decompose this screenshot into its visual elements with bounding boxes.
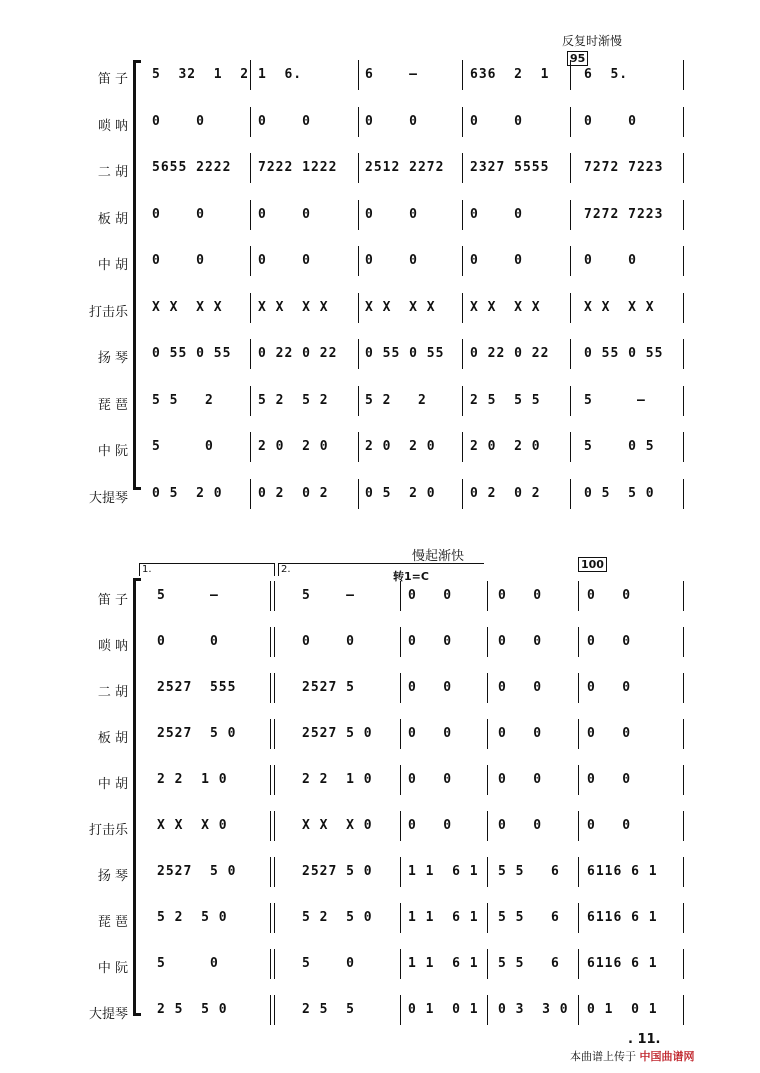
barline xyxy=(570,339,571,369)
barline xyxy=(400,673,401,703)
barline xyxy=(274,719,275,749)
measure-notation: 0 0 xyxy=(408,818,453,833)
barline xyxy=(274,811,275,841)
measure-notation: 0 0 xyxy=(157,634,219,649)
barline xyxy=(683,995,684,1025)
measure-notation: 2 5 5 0 xyxy=(157,1002,228,1017)
barline xyxy=(250,386,251,416)
instrument-label: 中 胡 xyxy=(97,258,128,273)
measure-notation: 5 0 5 xyxy=(584,439,655,454)
barline xyxy=(270,627,271,657)
measure-notation: 6116 6 1 xyxy=(587,956,658,971)
barline xyxy=(487,949,488,979)
barline xyxy=(400,581,401,611)
measure-notation: 0 3 3 0 xyxy=(498,1002,569,1017)
barline xyxy=(578,581,579,611)
barline xyxy=(683,339,684,369)
site-logo: 中国曲谱网 xyxy=(639,1050,695,1063)
barline xyxy=(274,627,275,657)
score-system-1 xyxy=(0,55,760,506)
measure-notation: X X X X xyxy=(258,299,329,315)
barline xyxy=(358,200,359,230)
barline xyxy=(274,903,275,933)
system-brace xyxy=(133,60,140,490)
barline xyxy=(462,246,463,276)
measure-notation: 0 0 xyxy=(587,818,632,833)
measure-notation: 0 0 xyxy=(302,634,355,649)
barline xyxy=(487,857,488,887)
volta-1-bracket xyxy=(139,563,275,576)
barline xyxy=(250,60,251,90)
barline xyxy=(683,627,684,657)
barline xyxy=(683,949,684,979)
barline xyxy=(270,857,271,887)
measure-notation: 2527 5 xyxy=(302,680,355,695)
barline xyxy=(358,479,359,509)
barline xyxy=(683,903,684,933)
barline xyxy=(578,949,579,979)
measure-notation: 2527 5 0 xyxy=(302,726,373,741)
barline xyxy=(358,107,359,137)
measure-notation: 0 0 xyxy=(152,206,205,222)
instrument-label: 琵 琶 xyxy=(97,915,128,930)
measure-notation: 0 5 5 0 xyxy=(584,485,655,501)
measure-notation: 0 22 0 22 xyxy=(258,346,338,361)
measure-notation: 5 0 xyxy=(157,956,219,971)
key-change-label: 转1=C xyxy=(393,570,429,583)
barline xyxy=(358,293,359,323)
measure-notation: 2527 555 xyxy=(157,680,237,695)
measure-notation: 5 2 5 0 xyxy=(157,910,228,925)
barline xyxy=(462,479,463,509)
barline xyxy=(270,811,271,841)
barline xyxy=(250,293,251,323)
barline xyxy=(570,107,571,137)
barline xyxy=(400,719,401,749)
measure-notation: 0 0 xyxy=(408,680,453,695)
barline xyxy=(462,432,463,462)
barline xyxy=(578,627,579,657)
barline xyxy=(400,857,401,887)
barline xyxy=(683,293,684,323)
measure-notation: 0 5 2 0 xyxy=(152,485,223,501)
measure-notation: 5 – xyxy=(157,588,219,603)
measure-notation: 0 22 0 22 xyxy=(470,346,550,361)
instrument-label: 中 胡 xyxy=(97,777,128,792)
barline xyxy=(274,673,275,703)
measure-notation: 5 5 6 xyxy=(498,864,560,879)
barline xyxy=(578,765,579,795)
barline xyxy=(400,627,401,657)
barline xyxy=(462,386,463,416)
barline xyxy=(462,107,463,137)
measure-notation: 1 1 6 1 xyxy=(408,864,479,879)
measure-notation: 5 – xyxy=(302,588,355,603)
measure-notation: X X X X xyxy=(584,299,655,315)
measure-notation: 0 0 xyxy=(587,726,632,741)
measure-notation: 0 0 xyxy=(152,113,205,129)
barline xyxy=(270,903,271,933)
barline xyxy=(274,765,275,795)
barline xyxy=(487,673,488,703)
measure-notation: 0 0 xyxy=(365,113,418,129)
instrument-label: 琵 琶 xyxy=(97,397,128,413)
measure-notation: 0 2 0 2 xyxy=(258,485,329,501)
measure-notation: 2527 5 0 xyxy=(157,726,237,741)
barline xyxy=(683,246,684,276)
barline xyxy=(683,432,684,462)
measure-notation: 6 5. xyxy=(584,67,629,82)
instrument-label: 二 胡 xyxy=(97,685,128,700)
barline xyxy=(358,432,359,462)
barline xyxy=(274,995,275,1025)
measure-notation: 5 0 xyxy=(302,956,355,971)
measure-notation: 0 0 xyxy=(408,726,453,741)
measure-notation: 0 0 xyxy=(470,206,523,222)
measure-notation: 2 5 5 xyxy=(302,1002,355,1017)
measure-notation: 0 0 xyxy=(470,113,523,129)
measure-notation: 0 0 xyxy=(365,253,418,268)
measure-notation: 0 0 xyxy=(258,253,311,268)
measure-notation: 5 32 1 2 xyxy=(152,67,250,82)
barline xyxy=(270,765,271,795)
measure-notation: X X X 0 xyxy=(302,818,373,833)
measure-notation: 0 0 xyxy=(498,726,543,741)
barline xyxy=(487,719,488,749)
measure-notation: 2527 5 0 xyxy=(157,864,237,879)
measure-notation: 0 0 xyxy=(498,680,543,695)
measure-notation: 0 1 0 1 xyxy=(408,1002,479,1017)
barline xyxy=(400,903,401,933)
measure-notation: 0 0 xyxy=(365,206,418,222)
instrument-label: 笛 子 xyxy=(97,72,128,87)
barline xyxy=(578,995,579,1025)
barline xyxy=(487,903,488,933)
barline xyxy=(570,200,571,230)
measure-notation: 0 0 xyxy=(408,772,453,787)
measure-notation: 1 1 6 1 xyxy=(408,910,479,925)
instrument-label: 打击乐 xyxy=(88,304,128,320)
measure-notation: X X X X xyxy=(470,299,541,315)
barline xyxy=(270,995,271,1025)
measure-notation: 6116 6 1 xyxy=(587,910,658,925)
barline xyxy=(274,857,275,887)
instrument-label: 扬 琴 xyxy=(97,869,128,884)
barline xyxy=(570,432,571,462)
barline xyxy=(683,581,684,611)
barline xyxy=(250,200,251,230)
measure-notation: 0 0 xyxy=(408,588,453,603)
barline xyxy=(358,386,359,416)
barline xyxy=(270,673,271,703)
barline xyxy=(358,60,359,90)
page-number: . 11. xyxy=(628,1032,661,1047)
measure-notation: 2527 5 0 xyxy=(302,864,373,879)
barline xyxy=(462,60,463,90)
measure-notation: 5 5 2 xyxy=(152,392,214,408)
barline xyxy=(270,949,271,979)
barline xyxy=(462,200,463,230)
measure-notation: 5 2 2 xyxy=(365,392,427,408)
barline xyxy=(250,339,251,369)
measure-notation: 0 0 xyxy=(258,113,311,129)
measure-notation: 5655 2222 xyxy=(152,160,232,175)
barline xyxy=(683,811,684,841)
footer-text: 本曲谱上传于 xyxy=(570,1050,636,1063)
measure-notation: 7272 7223 xyxy=(584,206,664,222)
measure-notation: 0 5 2 0 xyxy=(365,485,436,501)
measure-notation: 0 0 xyxy=(584,113,637,129)
barline xyxy=(683,479,684,509)
instrument-label: 笛 子 xyxy=(97,593,128,608)
instrument-label: 扬 琴 xyxy=(97,351,128,366)
instrument-label: 板 胡 xyxy=(97,731,128,746)
barline xyxy=(683,107,684,137)
volta-1-label: 1. xyxy=(142,564,152,575)
barline xyxy=(400,765,401,795)
measure-notation: 2 2 1 0 xyxy=(302,772,373,787)
barline xyxy=(683,386,684,416)
measure-notation: 2 2 1 0 xyxy=(157,772,228,787)
barline xyxy=(570,60,571,90)
measure-notation: X X X X xyxy=(152,299,223,315)
instrument-label: 中 阮 xyxy=(97,961,128,976)
barline xyxy=(400,995,401,1025)
instrument-label: 板 胡 xyxy=(97,211,128,227)
barline xyxy=(250,432,251,462)
measure-number-100: 100 xyxy=(578,557,607,572)
measure-notation: 0 55 0 55 xyxy=(365,346,445,361)
barline xyxy=(487,627,488,657)
measure-notation: 0 1 0 1 xyxy=(587,1002,658,1017)
barline xyxy=(270,581,271,611)
barline xyxy=(487,995,488,1025)
barline xyxy=(683,60,684,90)
system-brace xyxy=(133,578,140,1016)
measure-notation: 5 2 5 0 xyxy=(302,910,373,925)
barline xyxy=(487,811,488,841)
measure-notation: 2 0 2 0 xyxy=(365,439,436,454)
barline xyxy=(274,581,275,611)
measure-notation: 0 0 xyxy=(470,253,523,268)
measure-notation: 0 2 0 2 xyxy=(470,485,541,501)
barline xyxy=(570,246,571,276)
barline xyxy=(683,673,684,703)
barline xyxy=(683,765,684,795)
barline xyxy=(578,673,579,703)
barline xyxy=(250,246,251,276)
tempo-annotation-repeat-slowing: 反复时渐慢 xyxy=(562,34,623,48)
measure-notation: 0 0 xyxy=(498,818,543,833)
instrument-label: 大提琴 xyxy=(88,1007,128,1022)
barline xyxy=(570,479,571,509)
barline xyxy=(274,949,275,979)
measure-notation: 0 0 xyxy=(587,772,632,787)
measure-notation: 0 0 xyxy=(587,634,632,649)
measure-notation: 5 0 xyxy=(152,439,214,454)
measure-number-95: 95 xyxy=(567,51,588,66)
barline xyxy=(358,153,359,183)
measure-notation: 0 0 xyxy=(498,772,543,787)
volta-2-bracket xyxy=(278,563,484,576)
instrument-label: 唢 呐 xyxy=(97,639,128,654)
instrument-label: 中 阮 xyxy=(97,444,128,459)
barline xyxy=(487,581,488,611)
measure-notation: X X X 0 xyxy=(157,818,228,833)
barline xyxy=(358,246,359,276)
barline xyxy=(570,386,571,416)
measure-notation: 5 2 5 2 xyxy=(258,392,329,408)
measure-notation: 2 0 2 0 xyxy=(258,439,329,454)
measure-notation: 5 5 6 xyxy=(498,910,560,925)
barline xyxy=(462,339,463,369)
score-system-2 xyxy=(0,578,760,1022)
measure-notation: 0 0 xyxy=(258,206,311,222)
measure-notation: 2512 2272 xyxy=(365,160,445,175)
barline xyxy=(570,293,571,323)
measure-notation: X X X X xyxy=(365,299,436,315)
barline xyxy=(400,811,401,841)
measure-notation: 0 0 xyxy=(584,253,637,268)
barline xyxy=(400,949,401,979)
barline xyxy=(358,339,359,369)
barline xyxy=(250,107,251,137)
barline xyxy=(683,857,684,887)
barline xyxy=(683,153,684,183)
barline xyxy=(570,153,571,183)
instrument-label: 大提琴 xyxy=(88,490,128,506)
measure-notation: 5 5 6 xyxy=(498,956,560,971)
measure-notation: 0 0 xyxy=(498,634,543,649)
measure-notation: 0 0 xyxy=(587,588,632,603)
instrument-label: 二 胡 xyxy=(97,165,128,180)
measure-notation: 6 – xyxy=(365,67,418,82)
measure-notation: 0 55 0 55 xyxy=(584,346,664,361)
barline xyxy=(683,200,684,230)
tempo-annotation-slow-accel: 慢起渐快 xyxy=(412,549,465,564)
measure-notation: 0 0 xyxy=(408,634,453,649)
barline xyxy=(270,719,271,749)
measure-notation: 2327 5555 xyxy=(470,160,550,175)
instrument-label: 打击乐 xyxy=(88,823,128,838)
barline xyxy=(578,811,579,841)
instrument-label: 唢 呐 xyxy=(97,118,128,134)
barline xyxy=(578,719,579,749)
measure-notation: 2 0 2 0 xyxy=(470,439,541,454)
measure-notation: 636 2 1 xyxy=(470,67,550,82)
barline xyxy=(683,719,684,749)
volta-2-label: 2. xyxy=(281,564,291,575)
barline xyxy=(250,153,251,183)
barline xyxy=(462,293,463,323)
measure-notation: 5 – xyxy=(584,392,646,408)
measure-notation: 0 0 xyxy=(152,253,205,268)
measure-notation: 2 5 5 5 xyxy=(470,392,541,408)
measure-notation: 0 55 0 55 xyxy=(152,346,232,361)
barline xyxy=(578,857,579,887)
measure-notation: 7272 7223 xyxy=(584,160,664,175)
barline xyxy=(250,479,251,509)
measure-notation: 0 0 xyxy=(498,588,543,603)
barline xyxy=(578,903,579,933)
measure-notation: 1 6. xyxy=(258,67,303,82)
measure-notation: 7222 1222 xyxy=(258,160,338,175)
measure-notation: 0 0 xyxy=(587,680,632,695)
barline xyxy=(487,765,488,795)
measure-notation: 6116 6 1 xyxy=(587,864,658,879)
footer-credit xyxy=(570,1048,695,1064)
measure-notation: 1 1 6 1 xyxy=(408,956,479,971)
barline xyxy=(462,153,463,183)
